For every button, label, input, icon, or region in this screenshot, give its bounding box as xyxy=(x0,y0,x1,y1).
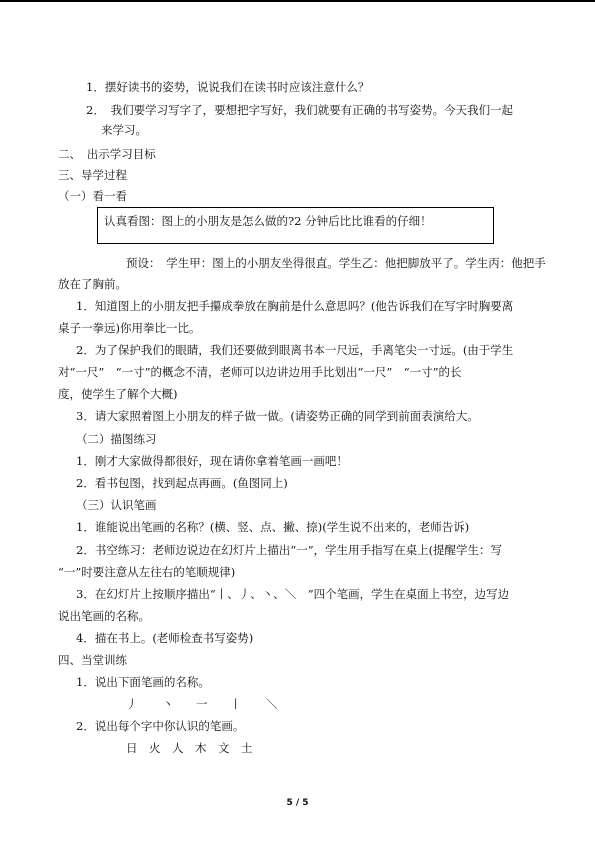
character-item: 土 xyxy=(241,741,253,755)
text-line: 度，使学生了解个大概) xyxy=(58,387,178,401)
character-item: 文 xyxy=(218,741,230,755)
text-line: 2．为了保护我们的眼睛，我们还要做到眼离书本一尺远，手离笔尖一寸远。(由于学生 xyxy=(76,343,514,357)
character-item: 木 xyxy=(195,741,207,755)
stroke-item: 丶 xyxy=(162,697,174,711)
header-rule xyxy=(0,0,595,2)
section-heading: 二、 出示学习目标 xyxy=(58,147,156,161)
character-item: 火 xyxy=(149,741,161,755)
stroke-item: 一 xyxy=(196,697,208,711)
character-item: 人 xyxy=(172,741,184,755)
page-number: 5 / 5 xyxy=(286,798,309,808)
text-line: 2． 我们要学习写字了，要想把字写好，我们就要有正确的书写姿势。今天我们一起 xyxy=(86,103,514,117)
character-item: 日 xyxy=(126,741,138,755)
text-line: 2．书空练习：老师边说边在幻灯片上描出“一”，学生用手指写在桌上(提醒学生：写 xyxy=(76,543,503,557)
text-line: 2．说出每个字中你认识的笔画。 xyxy=(76,719,245,733)
text-line: 来学习。 xyxy=(101,123,147,137)
text-line: 3．请大家照着图上小朋友的样子做一做。(请姿势正确的同学到前面表演给大。 xyxy=(76,409,479,423)
stroke-item: 丿 xyxy=(126,697,138,711)
text-line: 1．摆好读书的姿势，说说我们在读书时应该注意什么？ xyxy=(86,80,370,94)
text-line: 3．在幻灯片上按顺序描出“丨、丿、丶、＼ ”四个笔画，学生在桌面上书空，边写边 xyxy=(76,587,510,601)
text-line: 对“一尺” “一寸”的概念不清，老师可以边讲边用手比划出“一尺” “一寸”的长 xyxy=(58,365,462,379)
stroke-item: ＼ xyxy=(266,697,278,711)
text-line: 2．看书包图，找到起点再画。(鱼图同上) xyxy=(76,476,288,490)
text-line: 1．知道图上的小朋友把手攥成拳放在胸前是什么意思吗？(他告诉我们在写字时胸要离 xyxy=(76,299,514,313)
text-line: “一”时要注意从左往右的笔顺规律) xyxy=(58,565,236,579)
instruction-box xyxy=(97,207,494,244)
text-line: 4．描在书上。(老师检查书写姿势) xyxy=(76,631,254,645)
section-heading: 三、导学过程 xyxy=(58,168,127,182)
text-line: 预设： 学生甲：图上的小朋友坐得很直。学生乙：他把脚放平了。学生丙：他把手 xyxy=(126,256,546,270)
section-heading: 四、当堂训练 xyxy=(58,653,127,667)
text-line: 1．谁能说出笔画的名称？(横、竖、点、撇、捺)(学生说不出来的，老师告诉) xyxy=(76,520,470,534)
text-line: 1．说出下面笔画的名称。 xyxy=(76,675,210,689)
text-line: 1．刚才大家做得都很好，现在请你拿着笔画一画吧！ xyxy=(76,454,348,468)
stroke-item: 丨 xyxy=(230,697,242,711)
subsection-heading: （三）认识笔画 xyxy=(76,498,157,512)
subsection-heading: （一）看一看 xyxy=(58,189,127,203)
text-line: 说出笔画的名称。 xyxy=(58,609,150,623)
subsection-heading: （二）描图练习 xyxy=(76,432,157,446)
text-line: 放在了胸前。 xyxy=(58,277,127,291)
text-line: 桌子一拳远)你用拳比一比。 xyxy=(58,321,201,335)
instruction-text: 认真看图：图上的小朋友是怎么做的?2 分钟后比比谁看的仔细！ xyxy=(104,214,432,228)
